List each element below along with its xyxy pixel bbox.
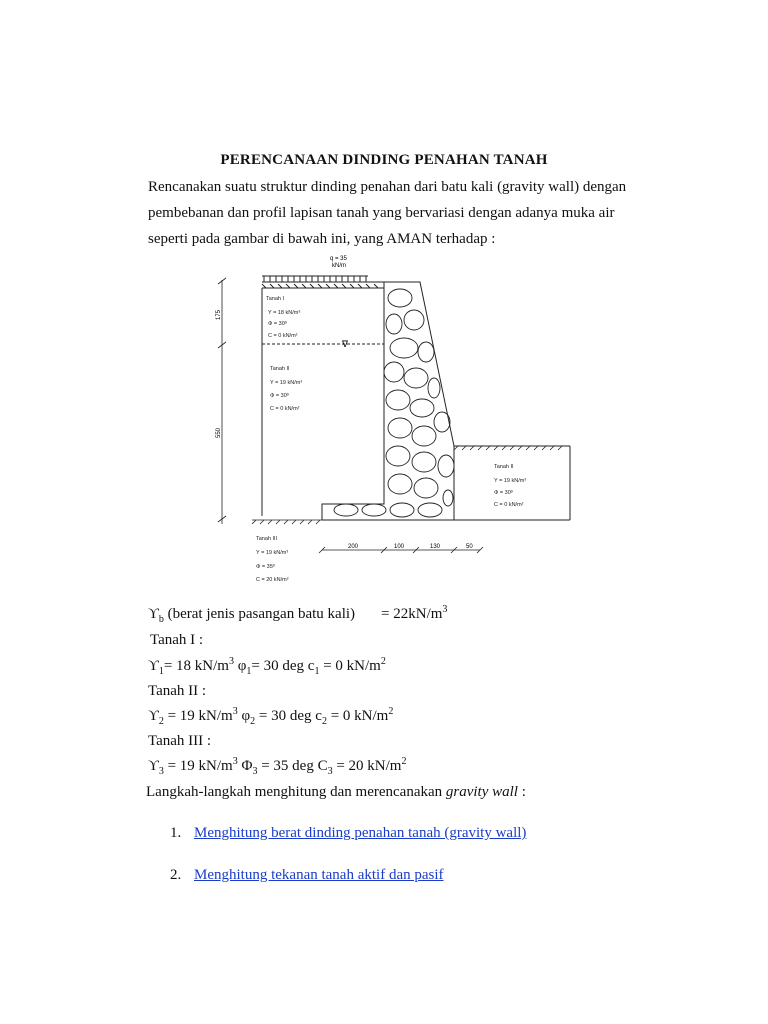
soil2b-c: C = 0 kN/m² (494, 502, 524, 508)
intro-line-3: seperti pada gambar di bawah ini, yang AMAN terhadap : (148, 231, 496, 247)
soil3-gamma: Y = 19 kN/m³ (256, 550, 289, 556)
soil2-name: Tanah II (270, 366, 290, 372)
retaining-wall-figure (208, 248, 600, 584)
step-item-2: 2. Menghitung tekanan tanah aktif dan pasif (170, 867, 444, 883)
dim-100: 100 (394, 544, 405, 550)
step-item-1: 1. Menghitung berat dinding penahan tanah (gravity wall) (170, 825, 527, 841)
gamma-b-line: $ϒ_b$ (berat jenis pasangan batu kali) = $22kN/m^3$ (148, 604, 448, 625)
dim-550: 550 (216, 427, 222, 438)
soil3-name: Tanah III (256, 536, 278, 542)
soil2-gamma: Y = 19 kN/m³ (270, 380, 303, 386)
tanah2-label: Tanah II : (148, 683, 207, 699)
dim-200: 200 (348, 544, 359, 550)
tanah3-label: Tanah III : (148, 733, 212, 749)
dim-175: 175 (216, 309, 222, 320)
soil3-phi: Φ = 35º (256, 564, 275, 570)
soil2b-phi: Φ = 30º (494, 490, 513, 496)
tanah1-label: Tanah I : (150, 632, 204, 648)
soil2b-name: Tanah II (494, 464, 514, 470)
dim-130: 130 (430, 544, 441, 550)
tanah1-params: $ϒ_1= 18$ $kN/m^3$ $\varphi_1= 30$ deg $c_1 = 0$ $kN/m^2$ (148, 656, 386, 677)
step-link-2[interactable]: Menghitung tekanan tanah aktif dan pasif (194, 867, 444, 883)
steps-intro: Langkah-langkah menghitung dan merencanakan gravity wall : (146, 784, 526, 800)
water-level-icon: ∇ (342, 339, 349, 349)
soil3-c: C = 20 kN/m² (256, 577, 289, 583)
tanah3-params: $ϒ_3 = 19$ $kN/m^3$ $\Phi_3 = 35$ deg $C_3 = 20$ $kN/m^2$ (148, 756, 407, 777)
intro-line-1: Rencanakan suatu struktur dinding penahan dari batu kali (gravity wall) dengan (148, 179, 627, 195)
load-unit: kN/m (332, 263, 346, 269)
soil1-gamma: Y = 18 kN/m³ (268, 310, 301, 316)
tanah2-params: $ϒ_2 = 19$ $kN/m^3$ $\varphi_2 = 30$ deg $c_2 = 0$ $kN/m^2$ (148, 706, 394, 727)
surcharge-load (262, 276, 384, 288)
page-title: PERENCANAAN DINDING PENAHAN TANAH (220, 152, 548, 168)
soil2-c: C = 0 kN/m² (270, 406, 300, 412)
step-link-1[interactable]: Menghitung berat dinding penahan tanah (gravity wall) (194, 825, 527, 841)
soil2b-gamma: Y = 19 kN/m³ (494, 478, 527, 484)
soil1-name: Tanah I (266, 296, 285, 302)
soil1-phi: Φ = 30º (268, 321, 287, 327)
soil2-phi: Φ = 30º (270, 393, 289, 399)
dim-50: 50 (466, 544, 473, 550)
soil1-c: C = 0 kN/m² (268, 333, 298, 339)
load-label: q = 35 (330, 256, 347, 262)
intro-line-2: pembebanan dan profil lapisan tanah yang bervariasi dengan adanya muka air (148, 205, 615, 221)
